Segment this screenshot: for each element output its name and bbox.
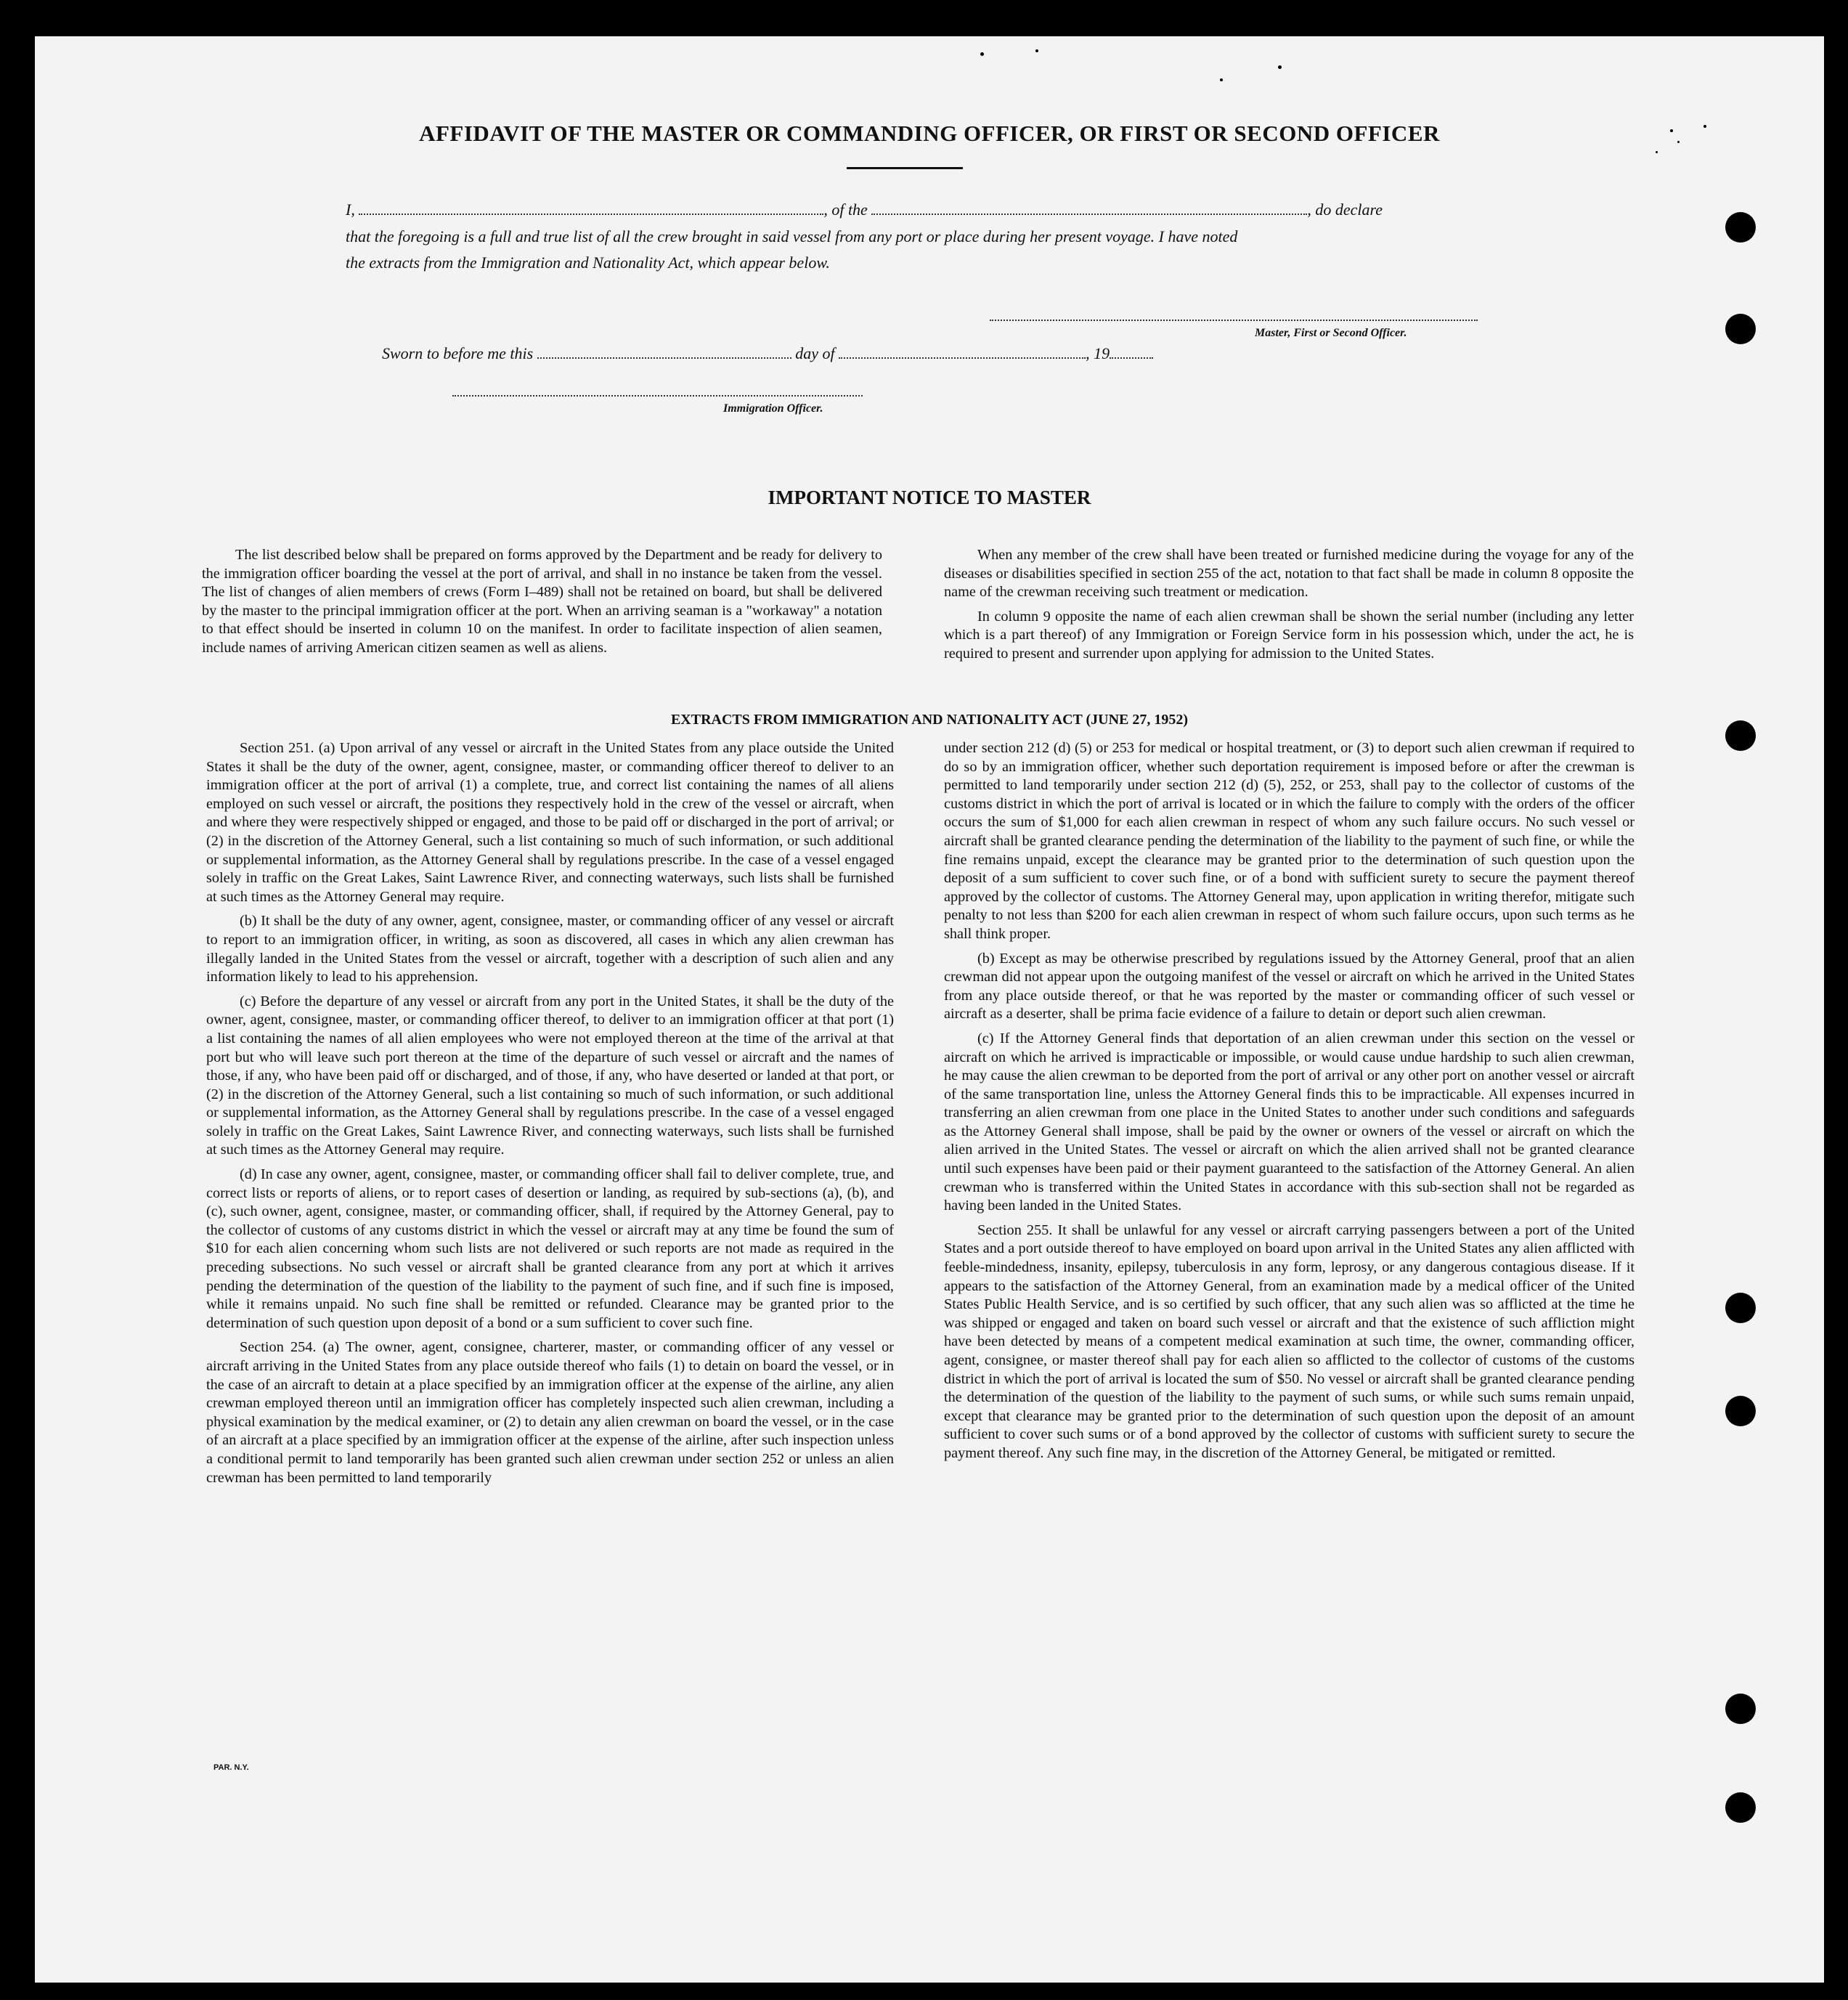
- statute-paragraph: (b) Except as may be otherwise prescribed by regulations issued by the Attorney General, proof that an alien crewman did not appear upon the outgoing manifest of the vessel or aircraft on which he arrived in the United States from any place outside thereof, or that he was reported by the master or commanding officer of such vessel or aircraft as a deserter, shall be prima facie evidence of a failure to detain or deport such alien crewman.: [944, 950, 1635, 1023]
- declaration-text-cont: the extracts from the Immigration and Nationality Act, which appear below.: [346, 253, 830, 272]
- punch-hole: [1725, 314, 1756, 344]
- sworn-day-of: day of: [795, 344, 835, 362]
- notice-left-column: [202, 546, 882, 664]
- declaration-i: I,: [346, 200, 355, 219]
- scan-speck: [1220, 78, 1223, 81]
- extracts-left-column: [206, 739, 894, 1493]
- notice-title: IMPORTANT NOTICE TO MASTER: [768, 487, 1091, 508]
- extracts-right-column: [944, 739, 1635, 1469]
- punch-hole: [1725, 1293, 1756, 1323]
- sworn-line: [382, 344, 1153, 363]
- notice-paragraph: In column 9 opposite the name of each alien crewman shall be shown the serial number (including any letter which is a part thereof) of any Immigration or Foreign Service form in his possession which, under the act, he is required to present and surrender upon applying for admission to the United States.: [944, 608, 1634, 662]
- extracts-title: EXTRACTS FROM IMMIGRATION AND NATIONALITY ACT (JUNE 27, 1952): [670, 712, 1189, 728]
- punch-hole: [1725, 1694, 1756, 1724]
- sworn-year-field[interactable]: [1110, 357, 1153, 359]
- scan-speck: [980, 52, 984, 56]
- scan-speck: [1035, 49, 1038, 52]
- declaration-text: that the foregoing is a full and true list of all the crew brought in said vessel from any port or place during her present voyage. I have noted: [346, 227, 1238, 245]
- sworn-month-field[interactable]: [839, 357, 1086, 359]
- punch-hole: [1725, 1396, 1756, 1426]
- affidavit-title: AFFIDAVIT OF THE MASTER OR COMMANDING OFFICER, OR FIRST OR SECOND OFFICER: [419, 121, 1440, 146]
- statute-paragraph: Section 251. (a) Upon arrival of any vessel or aircraft in the United States from any place outside the United States it shall be the duty of the owner, agent, consignee, master, or commanding officer thereof to deliver to an immigration officer at the port of arrival (1) a complete, true, and correct list containing the names of all aliens employed on such vessel or aircraft, the positions they respectively hold in the crew of the vessel or aircraft, when and where they were respectively shipped or engaged, and those to be paid off or discharged in the port of arrival; or (2) in the discretion of the Attorney General, such a list containing so much of such information, or such additional or supplemental information, as the Attorney General shall by regulations prescribe. In the case of a vessel engaged solely in traffic on the Great Lakes, Saint Lawrence River, and connecting waterways, such lists shall be furnished at such times as the Attorney General may require.: [206, 740, 894, 905]
- statute-paragraph: under section 212 (d) (5) or 253 for medical or hospital treatment, or (3) to deport such alien crewman if required to do so by an immigration officer, whether such deportation requirement is imposed before or after the crewman is permitted to land temporarily under section 212 (d) (5), 252, or 253, shall pay to the collector of customs of the customs district in which the port of arrival is located or in which the failure to comply with the orders of the officer occurs the sum of $1,000 for each alien crewman in respect of whom any such failure occurs. No such vessel or aircraft shall be granted clearance pending the determination of the liability to the payment of such fine, or while the fine remains unpaid, except the clearance may be granted prior to the determination of such question upon the deposit of a sum sufficient to cover such fine, or of a bond with sufficient surety to secure the payment thereof approved by the collector of customs. The Attorney General may, upon application in writing therefor, mitigate such penalty to not less than $200 for each alien crewman in respect of whom such failure occurs, upon such terms as he shall think proper.: [944, 740, 1635, 942]
- master-signature-field[interactable]: [990, 320, 1478, 321]
- punch-hole: [1725, 1792, 1756, 1823]
- sworn-year-prefix: , 19: [1086, 344, 1110, 362]
- statute-paragraph: (c) If the Attorney General finds that deportation of an alien crewman under this section on the vessel or aircraft on which he arrived is impracticable or impossible, or would cause undue hardship to such alien crewman, he may cause the alien crewman to be deported from the port of arrival or any other port on another vessel or aircraft of the same transportation line, unless the Attorney General finds this to be impracticable. All expenses incurred in transferring an alien crewman from one place in the United States to another under such conditions and safeguards as the Attorney General shall impose, shall be paid by the owner or owners of the vessel or aircraft on which the alien arrived in the United States. The vessel or aircraft on which the alien arrived shall not be granted clearance until such expenses have been paid or their payment guaranteed to the satisfaction of the Attorney General. An alien crewman who is transferred within the United States in accordance with this sub-section shall not be regarded as having been landed in the United States.: [944, 1030, 1635, 1214]
- title-divider: [847, 167, 963, 169]
- statute-paragraph: Section 254. (a) The owner, agent, consignee, charterer, master, or commanding officer of any vessel or aircraft arriving in the United States from any place outside thereof who fails (1) to detain on board the vessel, or in the case of an aircraft to detain at a place specified by an immigration officer at the expense of the airline, any alien crewman employed thereon until an immigration officer has completely inspected such alien crewman, including a physical examination by the medical examiner, or (2) to detain any alien crewman on board the vessel, or in the case of an aircraft at a place specified by an immigration officer at the expense of the airline, after such inspection unless a conditional permit to land temporarily has been granted such alien crewman under section 252 or unless an alien crewman has been permitted to land temporarily: [206, 1339, 894, 1486]
- immigration-officer-signature-field[interactable]: [452, 395, 863, 397]
- statute-paragraph: Section 255. It shall be unlawful for any vessel or aircraft carrying passengers between a port of the United States and a port outside thereof to have employed on board upon arrival in the United States any alien afflicted with feeble-mindedness, insanity, epilepsy, tuberculosis in any form, leprosy, or any dangerous contagious disease. If it appears to the satisfaction of the Attorney General, from an examination made by a medical officer of the United States Public Health Service, and is so certified by such officer, that any such alien was so afflicted at the time he was shipped or engaged and taken on board such vessel or aircraft and that the existence of such affliction might have been detected by means of a competent medical examination at such time, the owner, commanding officer, agent, consignee, or master thereof shall pay for each alien so afflicted to the collector of customs of the customs district in which the port of arrival is located the sum of $50. No vessel or aircraft shall be granted clearance pending the determination of the question of the liability to the payment of such sums, or while such sums remain unpaid, except that clearance may be granted prior to the determination of such question upon the deposit of an amount sufficient to cover such sums or of a bond approved by the collector of customs with sufficient surety to secure the payment thereof. Any such fine may, in the discretion of the Attorney General, be mitigated or remitted.: [944, 1221, 1635, 1461]
- sworn-day-field[interactable]: [537, 357, 791, 359]
- statute-paragraph: (c) Before the departure of any vessel or aircraft from any port in the United States, it shall be the duty of the owner, agent, consignee, master, or commanding officer thereof, to deliver to an immigration officer at that port (1) a list containing the names of all alien employees who were not employed thereon at the time of the arrival at that port but who will leave such port thereon at the time of the departure of such vessel or aircraft and the names of those, if any, who have been paid off or discharged, and of those, if any, who have deserted or landed at that port, or (2) in the discretion of the Attorney General, such a list containing so much of such information, or such additional or supplemental information, as the Attorney General shall by regulations prescribe. In the case of a vessel engaged solely in traffic on the Great Lakes, Saint Lawrence River, and connecting waterways, such lists shall be furnished at such times as the Attorney General may require.: [206, 993, 894, 1158]
- notice-paragraph: When any member of the crew shall have been treated or furnished medicine during the voyage for any of the diseases or disabilities specified in section 255 of the act, notation to that fact shall be made in column 8 opposite the name of the crewman receiving such treatment or medication.: [944, 547, 1634, 601]
- printer-mark: PAR. N.Y.: [213, 1763, 249, 1772]
- sworn-prefix: Sworn to before me this: [382, 344, 534, 362]
- statute-paragraph: (d) In case any owner, agent, consignee, master, or commanding officer shall fail to deliver complete, true, and correct lists or reports of aliens, or to report cases of desertion or landing, as required by sub-sections (a), (b), and (c), such owner, agent, consignee, master, or commanding officer, shall, if required by the Attorney General, pay to the collector of customs of any customs district in which the vessel or aircraft may at any time be found the sum of $10 for each alien concerning whom such lists are not delivered or such reports are not made as required in the preceding subsections. No such vessel or aircraft shall be granted clearance from any port at which it arrives pending the determination of the question of the liability to the payment of such fine, and if such fine is imposed, while it remains unpaid. No such fine shall be remitted or refunded. Clearance may be granted prior to the determination of such question upon deposit of a bond or a sum sufficient to cover such fine.: [206, 1166, 894, 1331]
- scan-speck: [1278, 65, 1282, 69]
- statute-paragraph: (b) It shall be the duty of any owner, agent, consignee, master, or commanding officer of any vessel or aircraft to report to an immigration officer, in writing, as soon as discovered, all cases in which any alien crewman has illegally landed in the United States from the vessel or aircraft, together with a description of such alien and any information likely to lead to his apprehension.: [206, 913, 894, 985]
- punch-hole: [1725, 212, 1756, 243]
- notice-right-column: [944, 546, 1634, 670]
- master-signature-label: Master, First or Second Officer.: [1255, 327, 1407, 339]
- officer-name-field[interactable]: [359, 214, 823, 215]
- immigration-officer-label: Immigration Officer.: [723, 402, 823, 415]
- declaration-line: [346, 200, 1507, 219]
- declaration-of-the: , of the: [823, 200, 868, 219]
- vessel-name-field[interactable]: [871, 214, 1307, 215]
- declaration-do-declare: , do declare: [1307, 200, 1383, 219]
- scan-speck: [1656, 151, 1658, 153]
- document-page: [35, 36, 1824, 1983]
- notice-paragraph: The list described below shall be prepared on forms approved by the Department and be ready for delivery to the immigration officer boarding the vessel at the port of arrival, and shall in no instance be taken from the vessel. The list of changes of alien members of crews (Form I–489) shall not be retained on board, but shall be delivered by the master to the principal immigration officer at the port. When an arriving seaman is a "workaway" a notation to that effect should be inserted in column 10 on the manifest. In order to facilitate inspection of alien seamen, include names of arriving American citizen seamen as well as aliens.: [202, 547, 882, 656]
